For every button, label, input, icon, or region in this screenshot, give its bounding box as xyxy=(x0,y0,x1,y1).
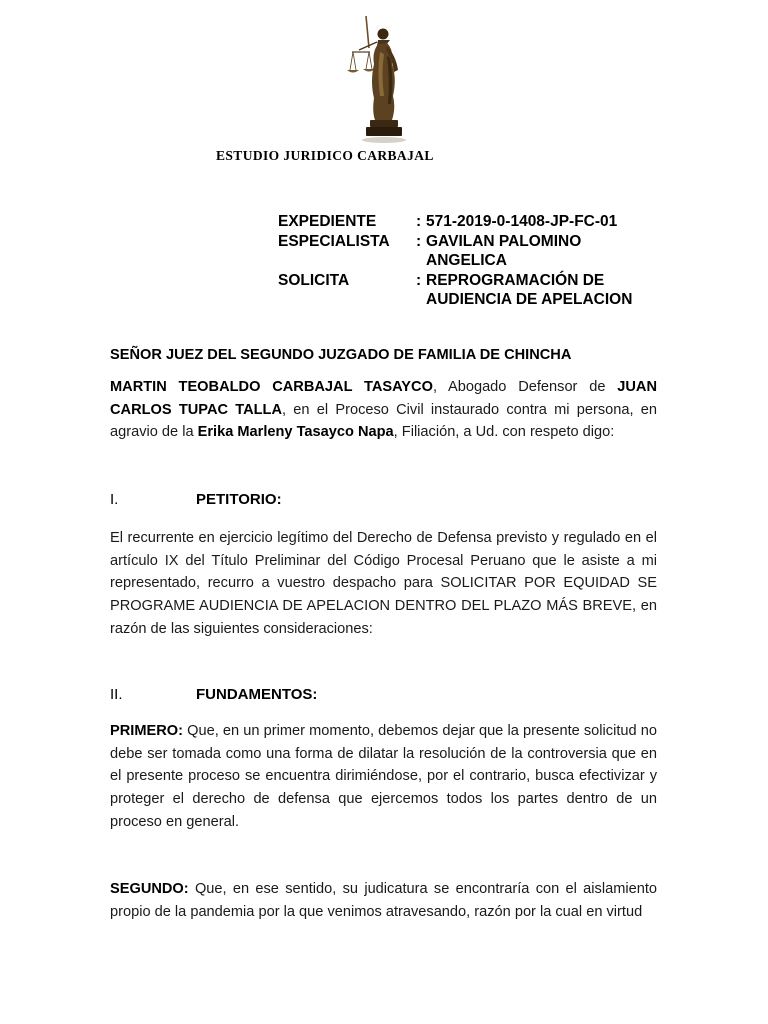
attorney-name: MARTIN TEOBALDO CARBAJAL TASAYCO xyxy=(110,379,433,395)
case-reference-block xyxy=(278,212,636,310)
section-title: PETITORIO: xyxy=(196,491,282,508)
ref-label: EXPEDIENTE xyxy=(278,213,377,230)
segundo-text: Que, en ese sentido, su judicatura se encontraría con el aislamiento propio de la pandemia por la que venimos atravesando, razón por la cual en virtud xyxy=(110,881,657,920)
ref-value: 571-2019-0-1408-JP-FC-01 xyxy=(426,213,618,230)
ref-row-especialista xyxy=(278,232,636,271)
primero-text: Que, en un primer momento, debemos dejar que la presente solicitud no debe ser tomada como una forma de dilatar la resolución de la controversia que en el presente proceso se encuentra dirimiéndose, por el contrario, busca efectivizar y proteger el derecho de defensa que ejercemos todos los partes dentro de un proceso en general. xyxy=(110,723,657,830)
ref-row-solicita xyxy=(278,271,636,310)
section-number: I. xyxy=(110,491,119,508)
intro-text-2: , en el Proceso Civil instaurado contra mi persona, en agravio de la xyxy=(110,401,657,441)
ref-separator: : xyxy=(416,232,422,250)
segundo-paragraph xyxy=(110,878,657,923)
intro-paragraph xyxy=(110,376,657,444)
ref-row-expediente xyxy=(278,212,636,232)
lady-justice-statue-icon xyxy=(340,12,420,148)
segundo-label: SEGUNDO: xyxy=(110,881,189,897)
section-heading-petitorio xyxy=(110,491,282,508)
firm-name: ESTUDIO JURIDICO CARBAJAL xyxy=(216,148,434,163)
opposing-party-name: Erika Marleny Tasayco Napa xyxy=(197,424,394,441)
ref-separator: : xyxy=(416,213,422,230)
salutation: SEÑOR JUEZ DEL SEGUNDO JUZGADO DE FAMILIA DE CHINCHA xyxy=(110,347,572,363)
ref-label: ESPECIALISTA xyxy=(278,232,390,250)
ref-label: SOLICITA xyxy=(278,271,350,289)
section-title: FUNDAMENTOS: xyxy=(196,686,318,703)
ref-separator: : xyxy=(416,271,422,289)
intro-text-1: , Abogado Defensor de xyxy=(432,379,618,395)
ref-value: REPROGRAMACIÓN DE AUDIENCIA DE APELACION xyxy=(426,271,633,308)
section-heading-fundamentos xyxy=(110,686,317,703)
intro-text-3: , Filiación, a Ud. con respeto digo: xyxy=(393,424,615,441)
petitorio-paragraph: El recurrente en ejercicio legítimo del Derecho de Defensa previsto y regulado en el artículo IX del Título Preliminar del Código Procesal Peruano que le asiste a mi representado, recurro a vuestro despacho para SOLICITAR POR EQUIDAD SE PROGRAME AUDIENCIA DE APELACION DENTRO DEL PLAZO MÁS BREVE, en razón de las siguientes consideraciones: xyxy=(110,530,657,637)
ref-value: GAVILAN PALOMINO ANGELICA xyxy=(426,232,582,269)
primero-label: PRIMERO: xyxy=(110,723,183,739)
primero-paragraph xyxy=(110,720,657,834)
client-name: JUAN CARLOS TUPAC TALLA xyxy=(110,379,657,418)
section-number: II. xyxy=(110,686,123,703)
